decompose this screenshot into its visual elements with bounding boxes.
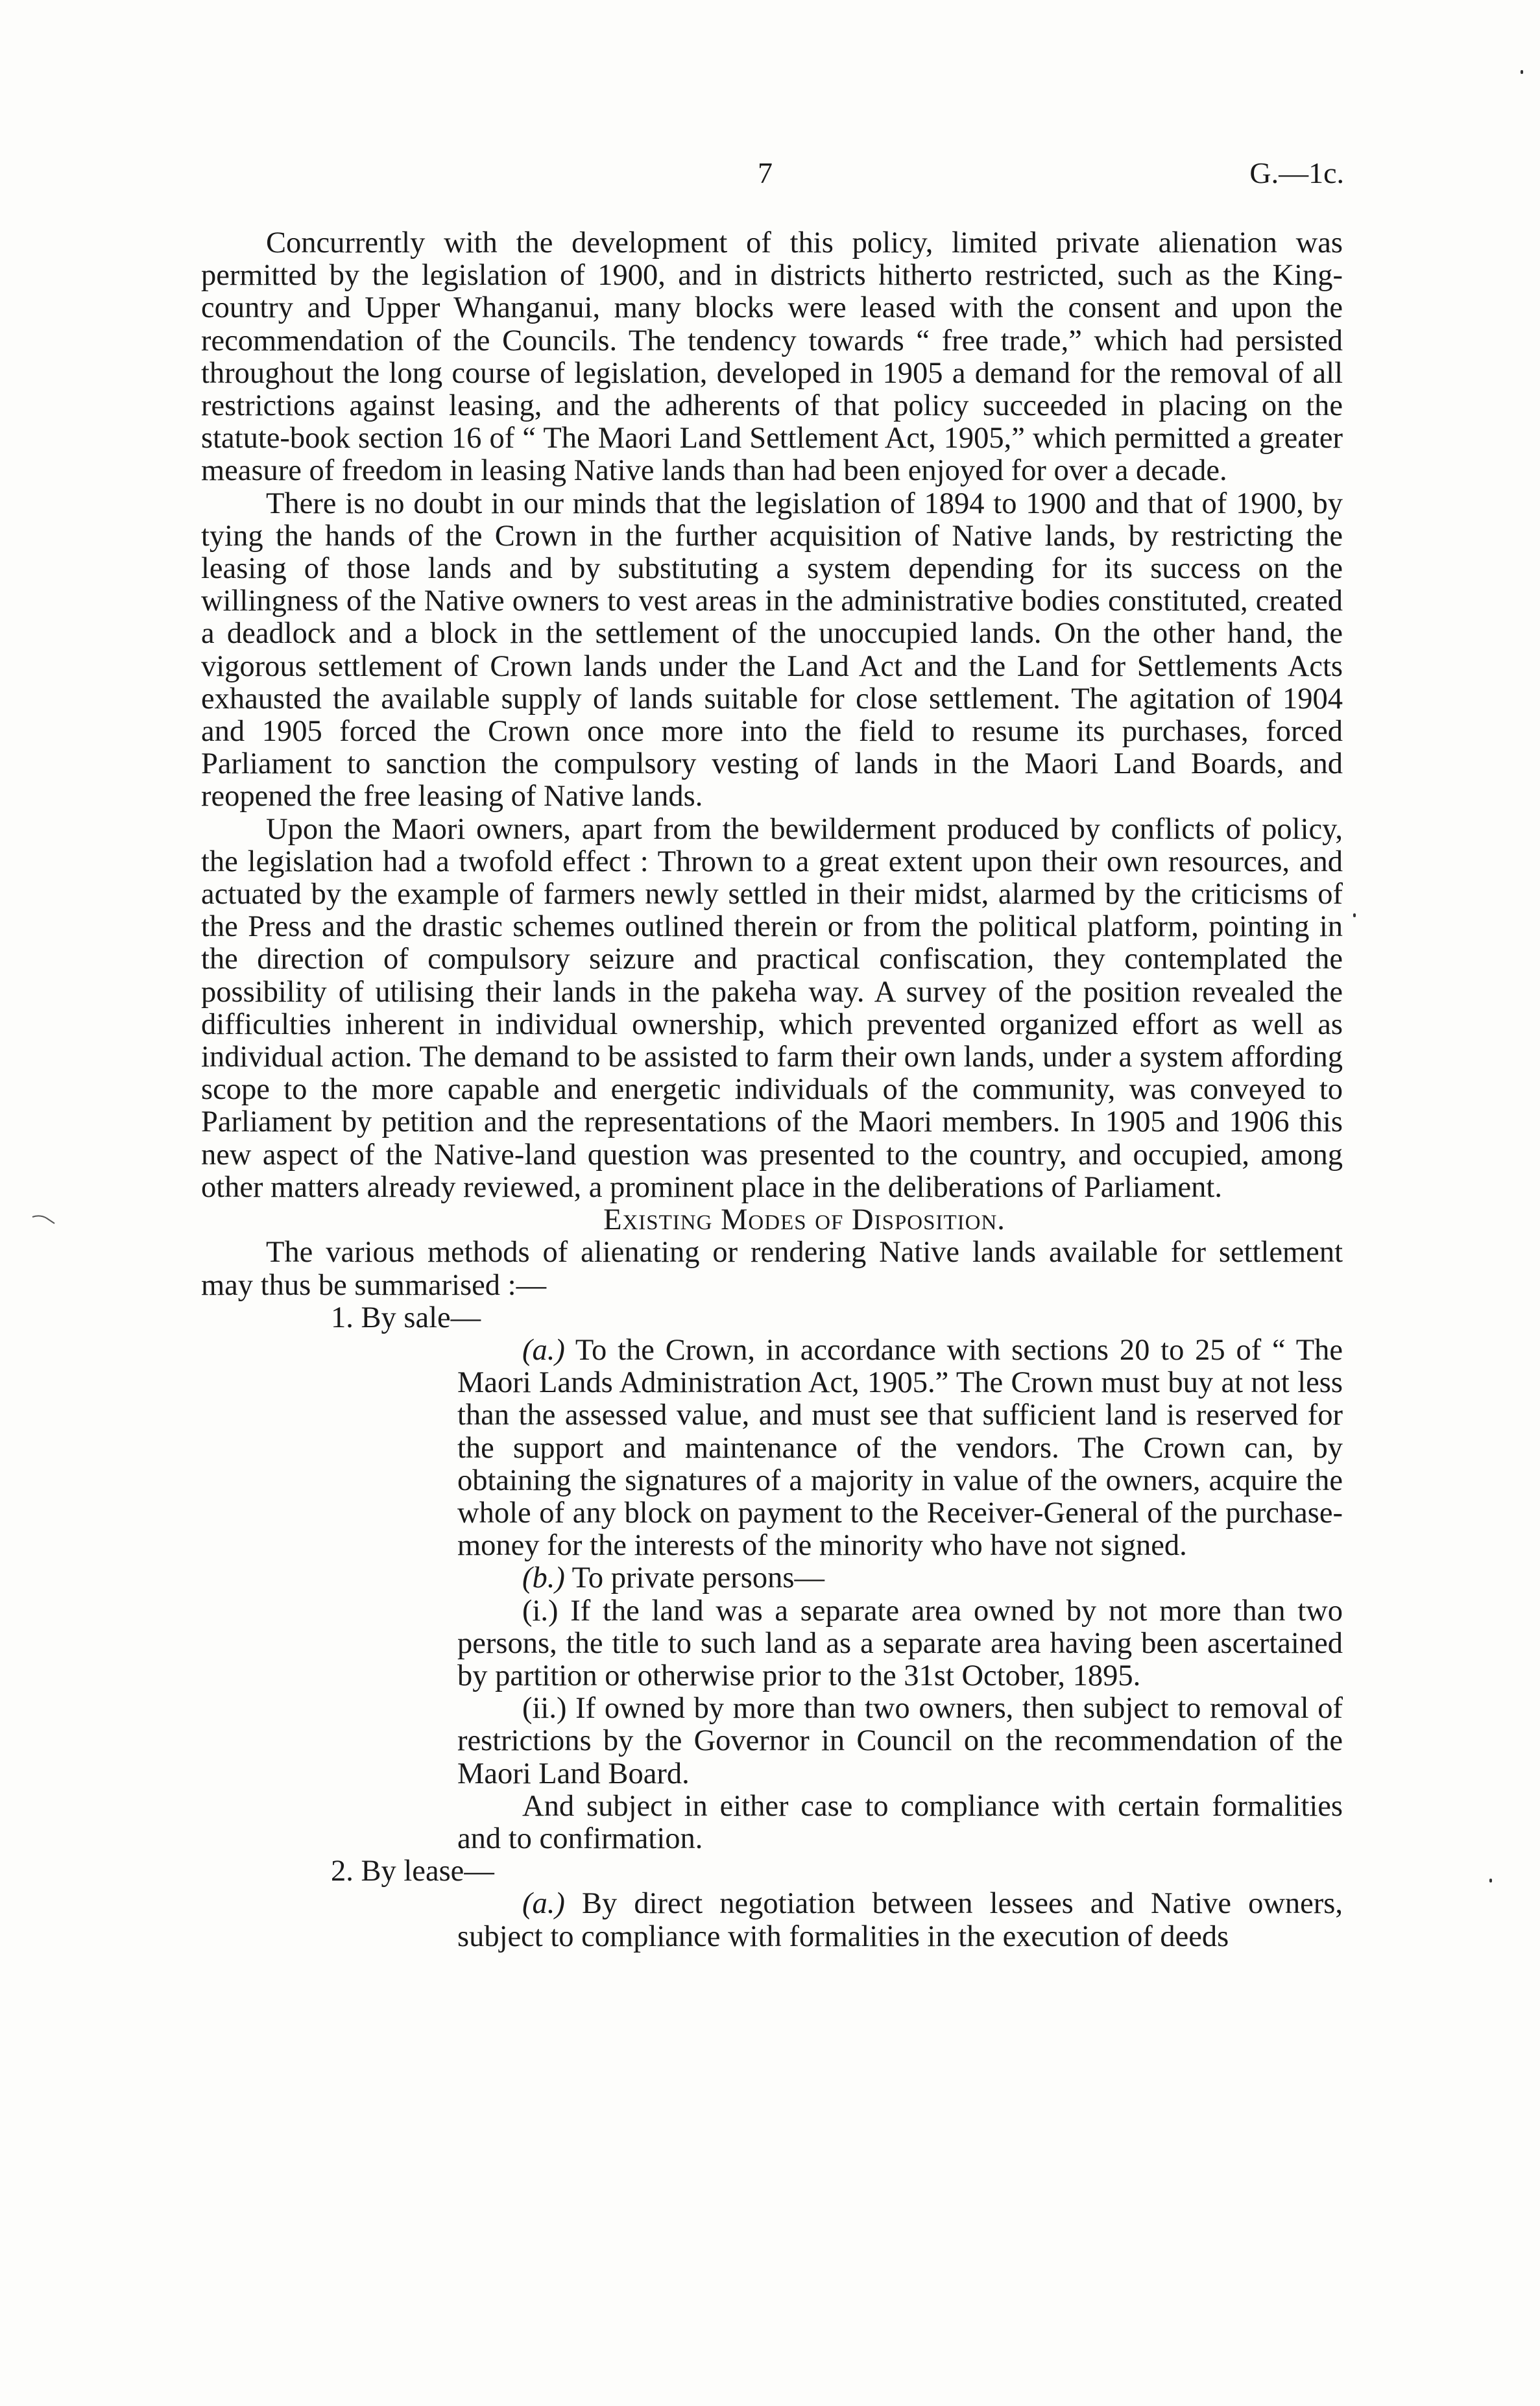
list-subitem-lease-a [201,1888,1343,1953]
document-body [201,227,1343,1953]
scan-speck [1521,70,1523,74]
section-heading: Existing Modes of Disposition. [603,1203,1005,1237]
subitem-text: To the Crown, in accordance with sections 20 to 25 of “ The Maori Lands Administration Act, 1905.” The Crown must buy at not less than the assessed value, and must see that sufficient land is reserved for the support and maintenance of the vendors. The Crown can, by obtaining the signatures of a majority in value of the owners, acquire the whole of any block on payment to the Receiver-General of the purchase-money for the interests of the minority who have not signed. [457,1333,1343,1563]
list-subitem-b-note: And subject in either case to compliance with certain formalities and to confirmation. [457,1789,1343,1855]
document-reference: G.—1c. [1249,156,1344,189]
subitem-label: (a.) [522,1333,565,1367]
subitem-text: By direct negotiation between lessees and Native owners, subject to compliance with formalities in the execution of deeds [457,1887,1343,1953]
subitem-label: (a.) [522,1887,565,1921]
page-number: 7 [758,156,773,189]
list-item-lease: 2. By lease— [331,1855,494,1888]
paragraph: There is no doubt in our minds that the legislation of 1894 to 1900 and that of 1900, by tying the hands of the Crown in the further acquisition of Native lands, by restricting the leasing of those lands and by substituting a system depending for its success on the willingness of the Native owners to vest areas in the administrative bodies constituted, created a deadlock and a block in the settlement of the unoccupied lands. On the other hand, the vigorous settlement of Crown lands under the Land Act and the Land for Settlements Acts exhausted the available supply of lands suitable for close settlement. The agitation of 1904 and 1905 forced the Crown once more into the field to resume its purchases, forced Parliament to sanction the compulsory vesting of lands in the Maori Land Boards, and reopened the free leasing of Native lands. [201,487,1343,813]
list-subitem-b-i: (i.) If the land was a separate area owned by not more than two persons, the title to such land as a separate area having been ascertained by partition or otherwise prior to the 31st October, 1895. [457,1594,1343,1692]
subitem-label: (b.) [522,1561,565,1595]
scan-speck [1353,913,1356,917]
intro-paragraph: The various methods of alienating or rendering Native lands available for settlement may thus be summarised :— [201,1236,1343,1302]
subitem-text: To private persons— [571,1561,824,1595]
scan-speck [1489,1879,1492,1883]
paragraph: Concurrently with the development of this policy, limited private alienation was permitted by the legislation of 1900, and in districts hitherto restricted, such as the King-country and Upper Whanganui, many blocks were leased with the consent and upon the recommendation of the Councils. The tendency towards “ free trade,” which had persisted throughout the long course of legislation, developed in 1905 a demand for the removal of all restrictions against leasing, and the adherents of that policy succeeded in placing on the statute-book section 16 of “ The Maori Land Settlement Act, 1905,” which permitted a greater measure of freedom in leasing Native lands than had been enjoyed for over a decade. [201,226,1343,488]
list-subitem-a [201,1334,1343,1562]
list-subitem-b-ii: (ii.) If owned by more than two owners, then subject to removal of restrictions by the Governor in Council on the recommendation of the Maori Land Board. [457,1692,1343,1790]
page-header [0,156,1540,201]
margin-mark [31,1213,57,1226]
paragraph: Upon the Maori owners, apart from the bewilderment produced by conflicts of policy, the legislation had a twofold effect : Thrown to a great extent upon their own resources, and actuated by the example of farmers newly settled in their midst, alarmed by the criticisms of the Press and the drastic schemes outlined therein or from the political platform, pointing in the direction of compulsory seizure and practical confiscation, they contemplated the possibility of utilising their lands in the pakeha way. A survey of the position revealed the difficulties inherent in individual ownership, which prevented organized effort as well as individual action. The demand to be assisted to farm their own lands, under a system affording scope to the more capable and energetic individuals of the community, was conveyed to Parliament by petition and the representations of the Maori members. In 1905 and 1906 this new aspect of the Native-land question was presented to the country, and occupied, among other matters already reviewed, a prominent place in the deliberations of Parliament. [201,812,1343,1204]
list-subitem-b [201,1562,1343,1594]
list-item-sale: 1. By sale— [331,1301,481,1334]
